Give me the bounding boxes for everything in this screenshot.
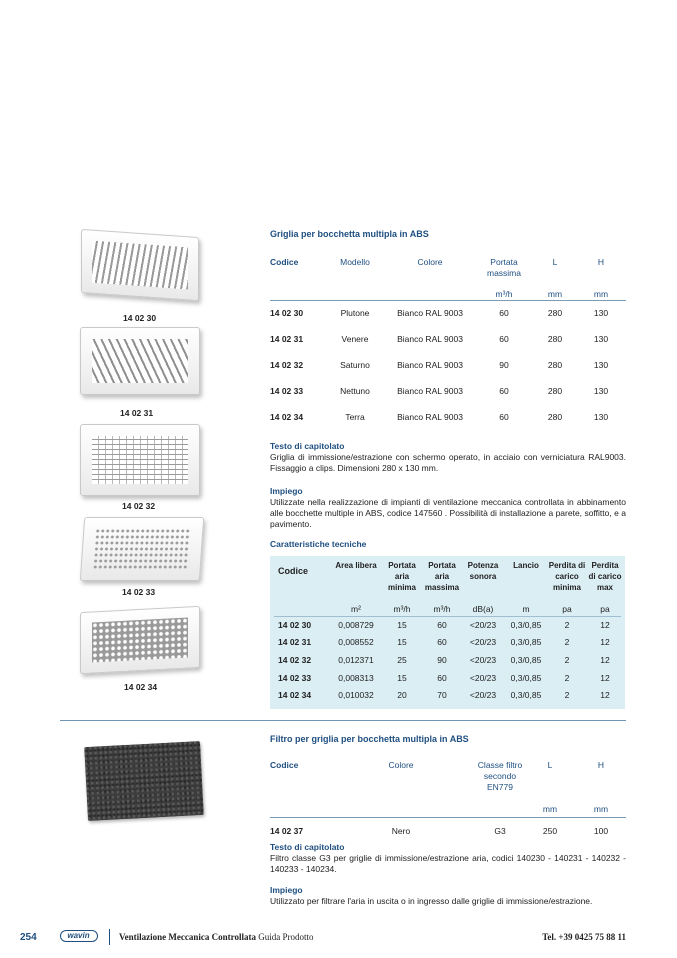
table-row (270, 412, 626, 428)
cell-l: 280 (547, 308, 563, 318)
tech-cell-codice: 14 02 32 (278, 655, 312, 665)
footer-title (119, 932, 313, 942)
tech-cell-potenza: <20/23 (469, 690, 497, 700)
tech-unit-potenza: dB(a) (472, 604, 494, 614)
tech-cell-pmax: 90 (437, 655, 447, 665)
tech-cell-lancio: 0,3/0,85 (510, 673, 542, 683)
thumb-code-label: 14 02 33 (122, 587, 156, 597)
cell-portata: 60 (499, 308, 509, 318)
col-header-l: L (552, 257, 558, 267)
cell-colore: Bianco RAL 9003 (397, 412, 463, 422)
tech-cell-pdmin: 2 (564, 655, 570, 665)
tech-row (270, 637, 625, 651)
cell-modello: Plutone (340, 308, 370, 318)
tech-cell-codice: 14 02 31 (278, 637, 312, 647)
cell-l: 280 (547, 386, 563, 396)
tech-cell-pdmin: 2 (564, 673, 570, 683)
tech-cell-pdmax: 12 (600, 655, 610, 665)
testo-capitolato-body: Griglia di immissione/estrazione con schermo operato, in acciaio con verniciatura RAL9003. Fissaggio a clips. Dimensioni 280 x 130 mm. (270, 452, 626, 473)
thumb-code-label: 14 02 34 (124, 682, 158, 692)
col-header-modello: Modello (340, 257, 370, 267)
tech-unit-pmin: m³/h (393, 604, 411, 614)
tech-cell-potenza: <20/23 (469, 620, 497, 630)
cell-h: 130 (593, 412, 609, 422)
cell-colore: Bianco RAL 9003 (397, 360, 463, 370)
filter-cell-codice: 14 02 37 (270, 826, 304, 836)
tech-cell-codice: 14 02 30 (278, 620, 312, 630)
product-image-140232 (78, 420, 203, 500)
section2-title: Filtro per griglia per bocchetta multipla in ABS (270, 734, 469, 744)
tech-cell-pmin: 20 (397, 690, 407, 700)
cell-modello: Terra (345, 412, 365, 422)
tech-row (270, 655, 625, 669)
col-header-colore: Colore (417, 257, 443, 267)
table-header-rule (270, 300, 626, 301)
tech-unit-pdmin: pa (562, 604, 572, 614)
filter-col-colore: Colore (388, 760, 414, 770)
tech-cell-area: 0,008313 (338, 673, 374, 683)
product-image-filter (84, 741, 204, 821)
cell-colore: Bianco RAL 9003 (397, 334, 463, 344)
testo-capitolato-title: Testo di capitolato (270, 441, 345, 451)
tech-col-lancio: Lancio (513, 561, 539, 570)
tech-cell-area: 0,008552 (338, 637, 374, 647)
impiego-body: Utilizzate nella realizzazione di impianti di ventilazione meccanica controllata in abbinamento alle bocchette multiple in ABS, codice 147560 . Possibilità di installazione a parete, soffitto, e a pavimento. (270, 497, 626, 529)
cell-codice: 14 02 33 (270, 386, 304, 396)
tech-col-pdmax: Perdita di carico max (588, 561, 622, 592)
cell-h: 130 (593, 360, 609, 370)
table-row (270, 386, 626, 402)
tech-cell-pmax: 60 (437, 620, 447, 630)
product-image-140230 (78, 225, 203, 305)
cell-portata: 60 (499, 386, 509, 396)
tech-cell-lancio: 0,3/0,85 (510, 620, 542, 630)
tech-unit-pmax: m³/h (433, 604, 451, 614)
tech-cell-area: 0,010032 (338, 690, 374, 700)
table-row (270, 360, 626, 376)
cell-colore: Bianco RAL 9003 (397, 308, 463, 318)
tech-col-potenza: Potenza sonora (467, 561, 499, 581)
thumb-code-label: 14 02 30 (123, 313, 157, 323)
section-divider (60, 720, 626, 721)
tech-cell-pmax: 60 (437, 637, 447, 647)
tech-cell-codice: 14 02 33 (278, 673, 312, 683)
cell-l: 280 (547, 360, 563, 370)
footer-separator (109, 929, 110, 945)
thumb-code-label: 14 02 31 (120, 408, 154, 418)
cell-l: 280 (547, 412, 563, 422)
filter-impiego-title: Impiego (270, 885, 303, 895)
tech-col-pmin: Portata aria minima (387, 561, 416, 592)
cell-modello: Nettuno (340, 386, 370, 396)
cell-codice: 14 02 34 (270, 412, 304, 422)
cell-codice: 14 02 31 (270, 334, 304, 344)
tech-unit-pdmax: pa (600, 604, 610, 614)
filter-col-codice: Codice (270, 760, 299, 770)
filter-col-classe: Classe filtro secondo EN779 (477, 760, 523, 792)
tech-cell-pmin: 15 (397, 620, 407, 630)
cell-modello: Saturno (340, 360, 370, 370)
filter-cell-l: 250 (542, 826, 558, 836)
footer-title-bold: Ventilazione Meccanica Controllata (119, 932, 256, 942)
tech-cell-potenza: <20/23 (469, 637, 497, 647)
tech-unit-lancio: m (522, 604, 530, 614)
tech-header-rule (274, 616, 621, 617)
filter-unit-l: mm (542, 804, 558, 814)
tech-cell-pdmin: 2 (564, 690, 570, 700)
cell-colore: Bianco RAL 9003 (397, 386, 463, 396)
cell-h: 130 (593, 334, 609, 344)
filter-row (270, 826, 626, 838)
tech-title: Caratteristiche tecniche (270, 539, 367, 549)
tech-cell-pdmin: 2 (564, 637, 570, 647)
filter-unit-h: mm (593, 804, 609, 814)
tech-row (270, 690, 625, 704)
product-image-140233 (78, 513, 203, 585)
tech-cell-pdmax: 12 (600, 690, 610, 700)
footer-phone: Tel. +39 0425 75 88 11 (542, 932, 626, 942)
filter-col-l: L (547, 760, 553, 770)
col-header-h: H (597, 257, 605, 267)
col-header-portata: Portata massima (486, 257, 521, 278)
tech-cell-lancio: 0,3/0,85 (510, 655, 542, 665)
wavin-logo-text: wavin (67, 931, 90, 940)
filter-impiego-body: Utilizzato per filtrare l'aria in uscita o in ingresso dalle griglie di immissione/estrazione. (270, 896, 593, 906)
filter-header-rule (270, 817, 626, 818)
unit-portata: m³/h (495, 289, 513, 299)
tech-cell-pdmax: 12 (600, 673, 610, 683)
tech-cell-pmax: 60 (437, 673, 447, 683)
tech-unit-area: m² (351, 604, 361, 614)
tech-col-codice: Codice (278, 566, 309, 576)
cell-h: 130 (593, 308, 609, 318)
filter-col-h: H (597, 760, 605, 770)
filter-testo-body: Filtro classe G3 per griglie di immissione/estrazione aria, codici 140230 - 140231 - 140232 - 140233 - 140234. (270, 853, 626, 874)
unit-h: mm (593, 289, 609, 299)
wavin-logo (60, 930, 98, 942)
tech-col-pmax: Portata aria massima (424, 561, 460, 592)
tech-cell-potenza: <20/23 (469, 655, 497, 665)
product-image-140231 (78, 323, 203, 403)
cell-portata: 60 (499, 334, 509, 344)
tech-cell-potenza: <20/23 (469, 673, 497, 683)
tech-cell-area: 0,008729 (338, 620, 374, 630)
table-row (270, 334, 626, 350)
tech-cell-pdmin: 2 (564, 620, 570, 630)
unit-l: mm (547, 289, 563, 299)
cell-h: 130 (593, 386, 609, 396)
tech-cell-codice: 14 02 34 (278, 690, 312, 700)
footer-title-light: Guida Prodotto (258, 932, 314, 942)
table-row (270, 308, 626, 324)
cell-l: 280 (547, 334, 563, 344)
cell-codice: 14 02 30 (270, 308, 304, 318)
tech-cell-lancio: 0,3/0,85 (510, 690, 542, 700)
filter-testo-title: Testo di capitolato (270, 842, 345, 852)
tech-col-area: Area libera (335, 561, 377, 570)
col-header-codice: Codice (270, 257, 299, 267)
section-title: Griglia per bocchetta multipla in ABS (270, 229, 429, 239)
filter-cell-h: 100 (593, 826, 609, 836)
tech-col-pdmin: Perdita di carico minima (548, 561, 586, 592)
tech-cell-pdmax: 12 (600, 637, 610, 647)
cell-modello: Venere (341, 334, 369, 344)
cell-codice: 14 02 32 (270, 360, 304, 370)
tech-cell-pdmax: 12 (600, 620, 610, 630)
tech-cell-lancio: 0,3/0,85 (510, 637, 542, 647)
cell-portata: 90 (499, 360, 509, 370)
thumb-code-label: 14 02 32 (122, 501, 156, 511)
page-number: 254 (20, 932, 37, 943)
tech-cell-area: 0,012371 (338, 655, 374, 665)
tech-cell-pmax: 70 (437, 690, 447, 700)
tech-table (270, 556, 625, 709)
product-image-140234 (78, 605, 203, 677)
filter-cell-colore: Nero (391, 826, 411, 836)
filter-cell-classe: G3 (494, 826, 506, 836)
tech-cell-pmin: 15 (397, 637, 407, 647)
cell-portata: 60 (499, 412, 509, 422)
tech-row (270, 673, 625, 687)
tech-cell-pmin: 15 (397, 673, 407, 683)
tech-row (270, 620, 625, 634)
impiego-title: Impiego (270, 486, 303, 496)
tech-cell-pmin: 25 (397, 655, 407, 665)
